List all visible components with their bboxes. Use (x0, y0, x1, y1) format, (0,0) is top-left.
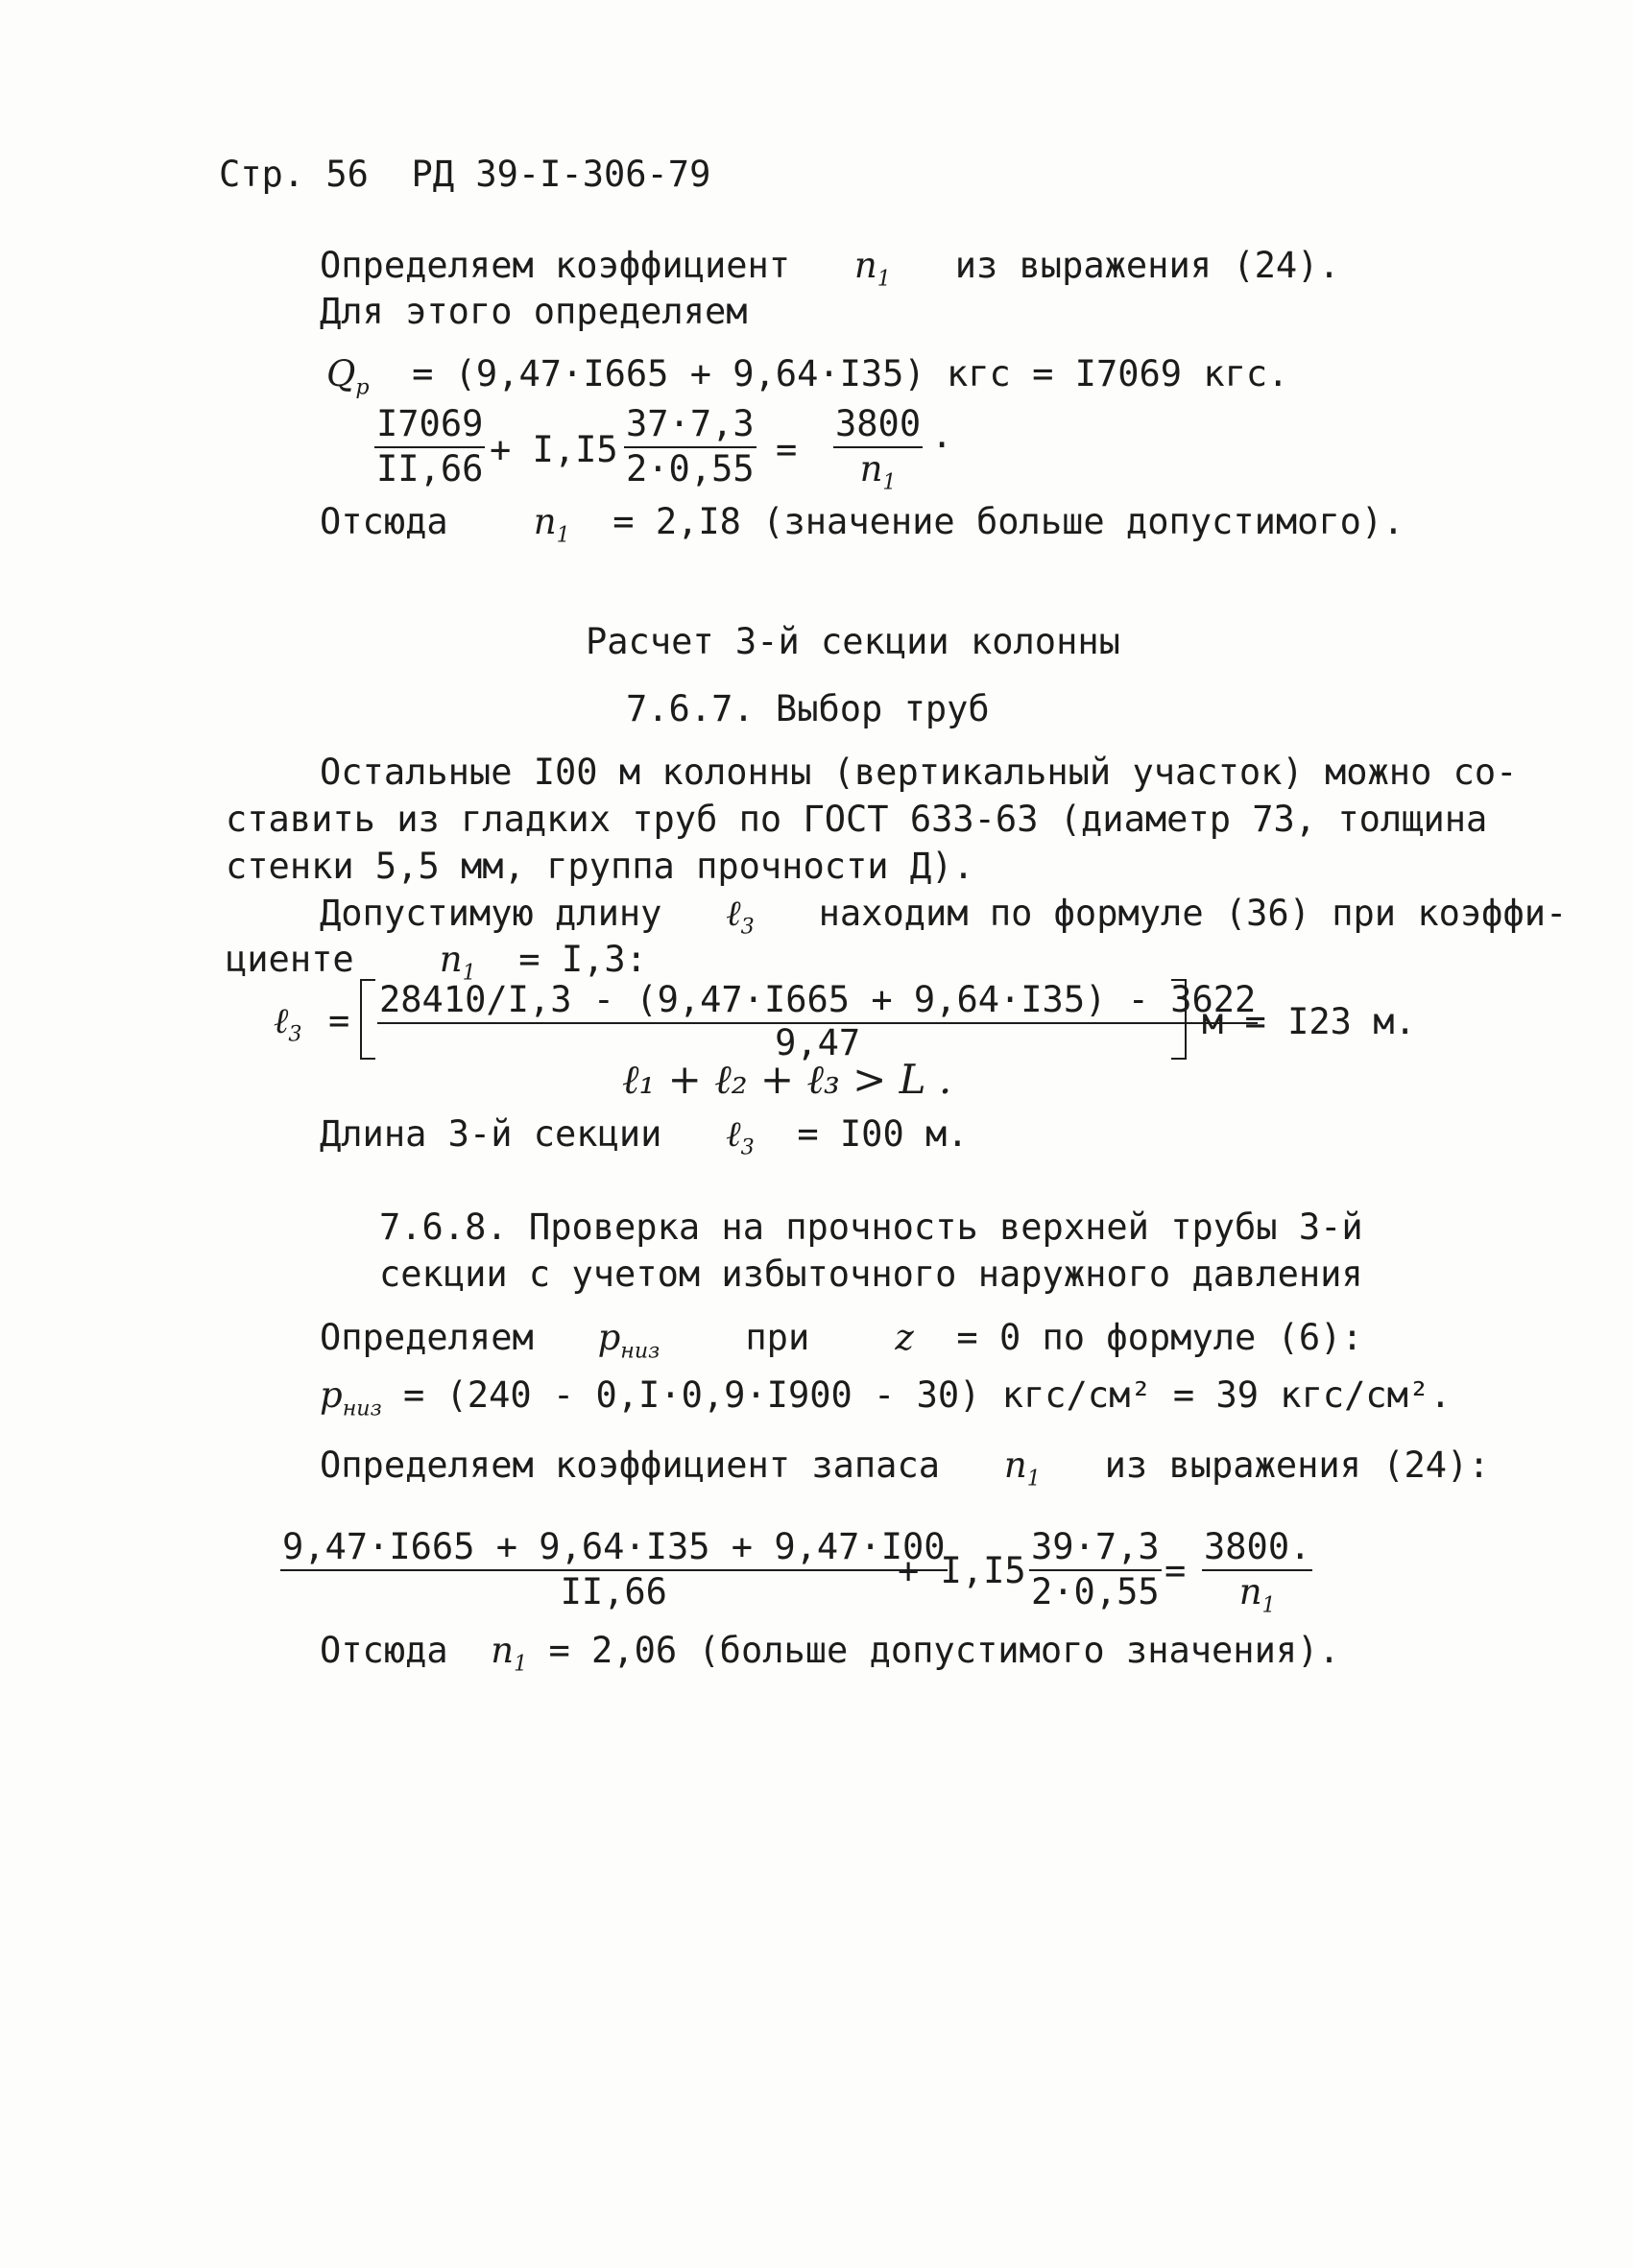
variable-qp: $Q_p$ (326, 353, 370, 400)
section-subtitle: 7.6.7. Выбор труб (626, 688, 990, 729)
equation-pressure: $p_{низ} = (240 - 0,I\cdot 0,9\cdot I900 - 30) кгс/см^2 = 39$ кгс/см². (320, 1374, 1452, 1421)
paragraph-final-result: Отсюда $n_1 = 2,06$ (больше допустимого значения). (320, 1630, 1340, 1677)
fraction: $\frac{3800}{n_1}$ (835, 403, 922, 495)
document-code: РД 39-I-306-79 (411, 154, 711, 195)
operator: = (776, 429, 798, 470)
paragraph-pressure-intro: Определяем $p_{низ}$ при z = 0 по формуле (6): (320, 1317, 1363, 1364)
fraction: $\frac{28410/I,3 - (9,47\cdot I665 + 9,64\cdot I35) - 3622}{9,47}$ (379, 979, 1257, 1063)
fraction: $\frac{37\cdot 7,3}{2\cdot 0,55}$ (626, 403, 755, 489)
paragraph-line: Остальные I00 м колонны (вертикальный участок) можно со- (320, 752, 1518, 793)
operator: + I,I5 (898, 1550, 1026, 1591)
fraction: $\frac{I7069}{II,66}$ (376, 403, 484, 489)
section-heading-line: 7.6.8. Проверка на прочность верхней трубы 3-й (379, 1206, 1363, 1248)
equation-qp: $Q_p = (9,47\cdot I665 + 9,64\cdot I35)$ кгс = I7069 кгс. (326, 353, 1289, 400)
section-title: Расчет 3-й секции колонны (586, 621, 1120, 662)
fraction: $\frac{39\cdot 7,3}{2\cdot 0,55}$ (1031, 1526, 1160, 1612)
paragraph-result: Отсюда $n_1 = 2,I8$ (значение больше допустимого). (320, 501, 1405, 548)
right-bracket (1171, 979, 1187, 1060)
section-heading-line: секции с учетом избыточного наружного давления (379, 1253, 1363, 1295)
page-header (219, 154, 710, 195)
operator: = (1165, 1550, 1187, 1591)
variable-n1: $n_1$ (853, 245, 891, 292)
equation-length-sum: ℓ₁ + ℓ₂ + ℓ₃ > L . (622, 1056, 952, 1103)
operator: + I,I5 (490, 429, 618, 470)
period: . (931, 415, 953, 456)
paragraph-line: ставить из гладких труб по ГОСТ 633-63 (диаметр 73, толщина (226, 799, 1488, 840)
paragraph-line: Для этого определяем (320, 291, 748, 332)
paragraph-section3-length: Длина 3-й секции ℓ$_3$ = I00 м. (320, 1113, 969, 1160)
left-bracket (360, 979, 375, 1060)
fraction: $\frac{9,47\cdot I665 + 9,64\cdot I35 + 9,47\cdot I00}{II,66}$ (282, 1526, 946, 1612)
paragraph-safety-coefficient: Определяем коэффициент запаса $n_1$ из выражения (24): (320, 1444, 1490, 1492)
paragraph-line: стенки 5,5 мм, группа прочности Д). (226, 846, 974, 887)
paragraph-coefficient-intro: Определяем коэффициент $n_1$ из выражения (24). (320, 245, 1340, 292)
paragraph-allowed-length: Допустимую длину ℓ$_3$ находим по формуле (36) при коэффи- (320, 893, 1568, 940)
page-number: Стр. 56 (219, 154, 369, 195)
fraction: $\frac{3800.}{n_1}$ (1204, 1526, 1311, 1618)
paragraph-line: циенте $n_1 = I,3$: (226, 939, 647, 986)
